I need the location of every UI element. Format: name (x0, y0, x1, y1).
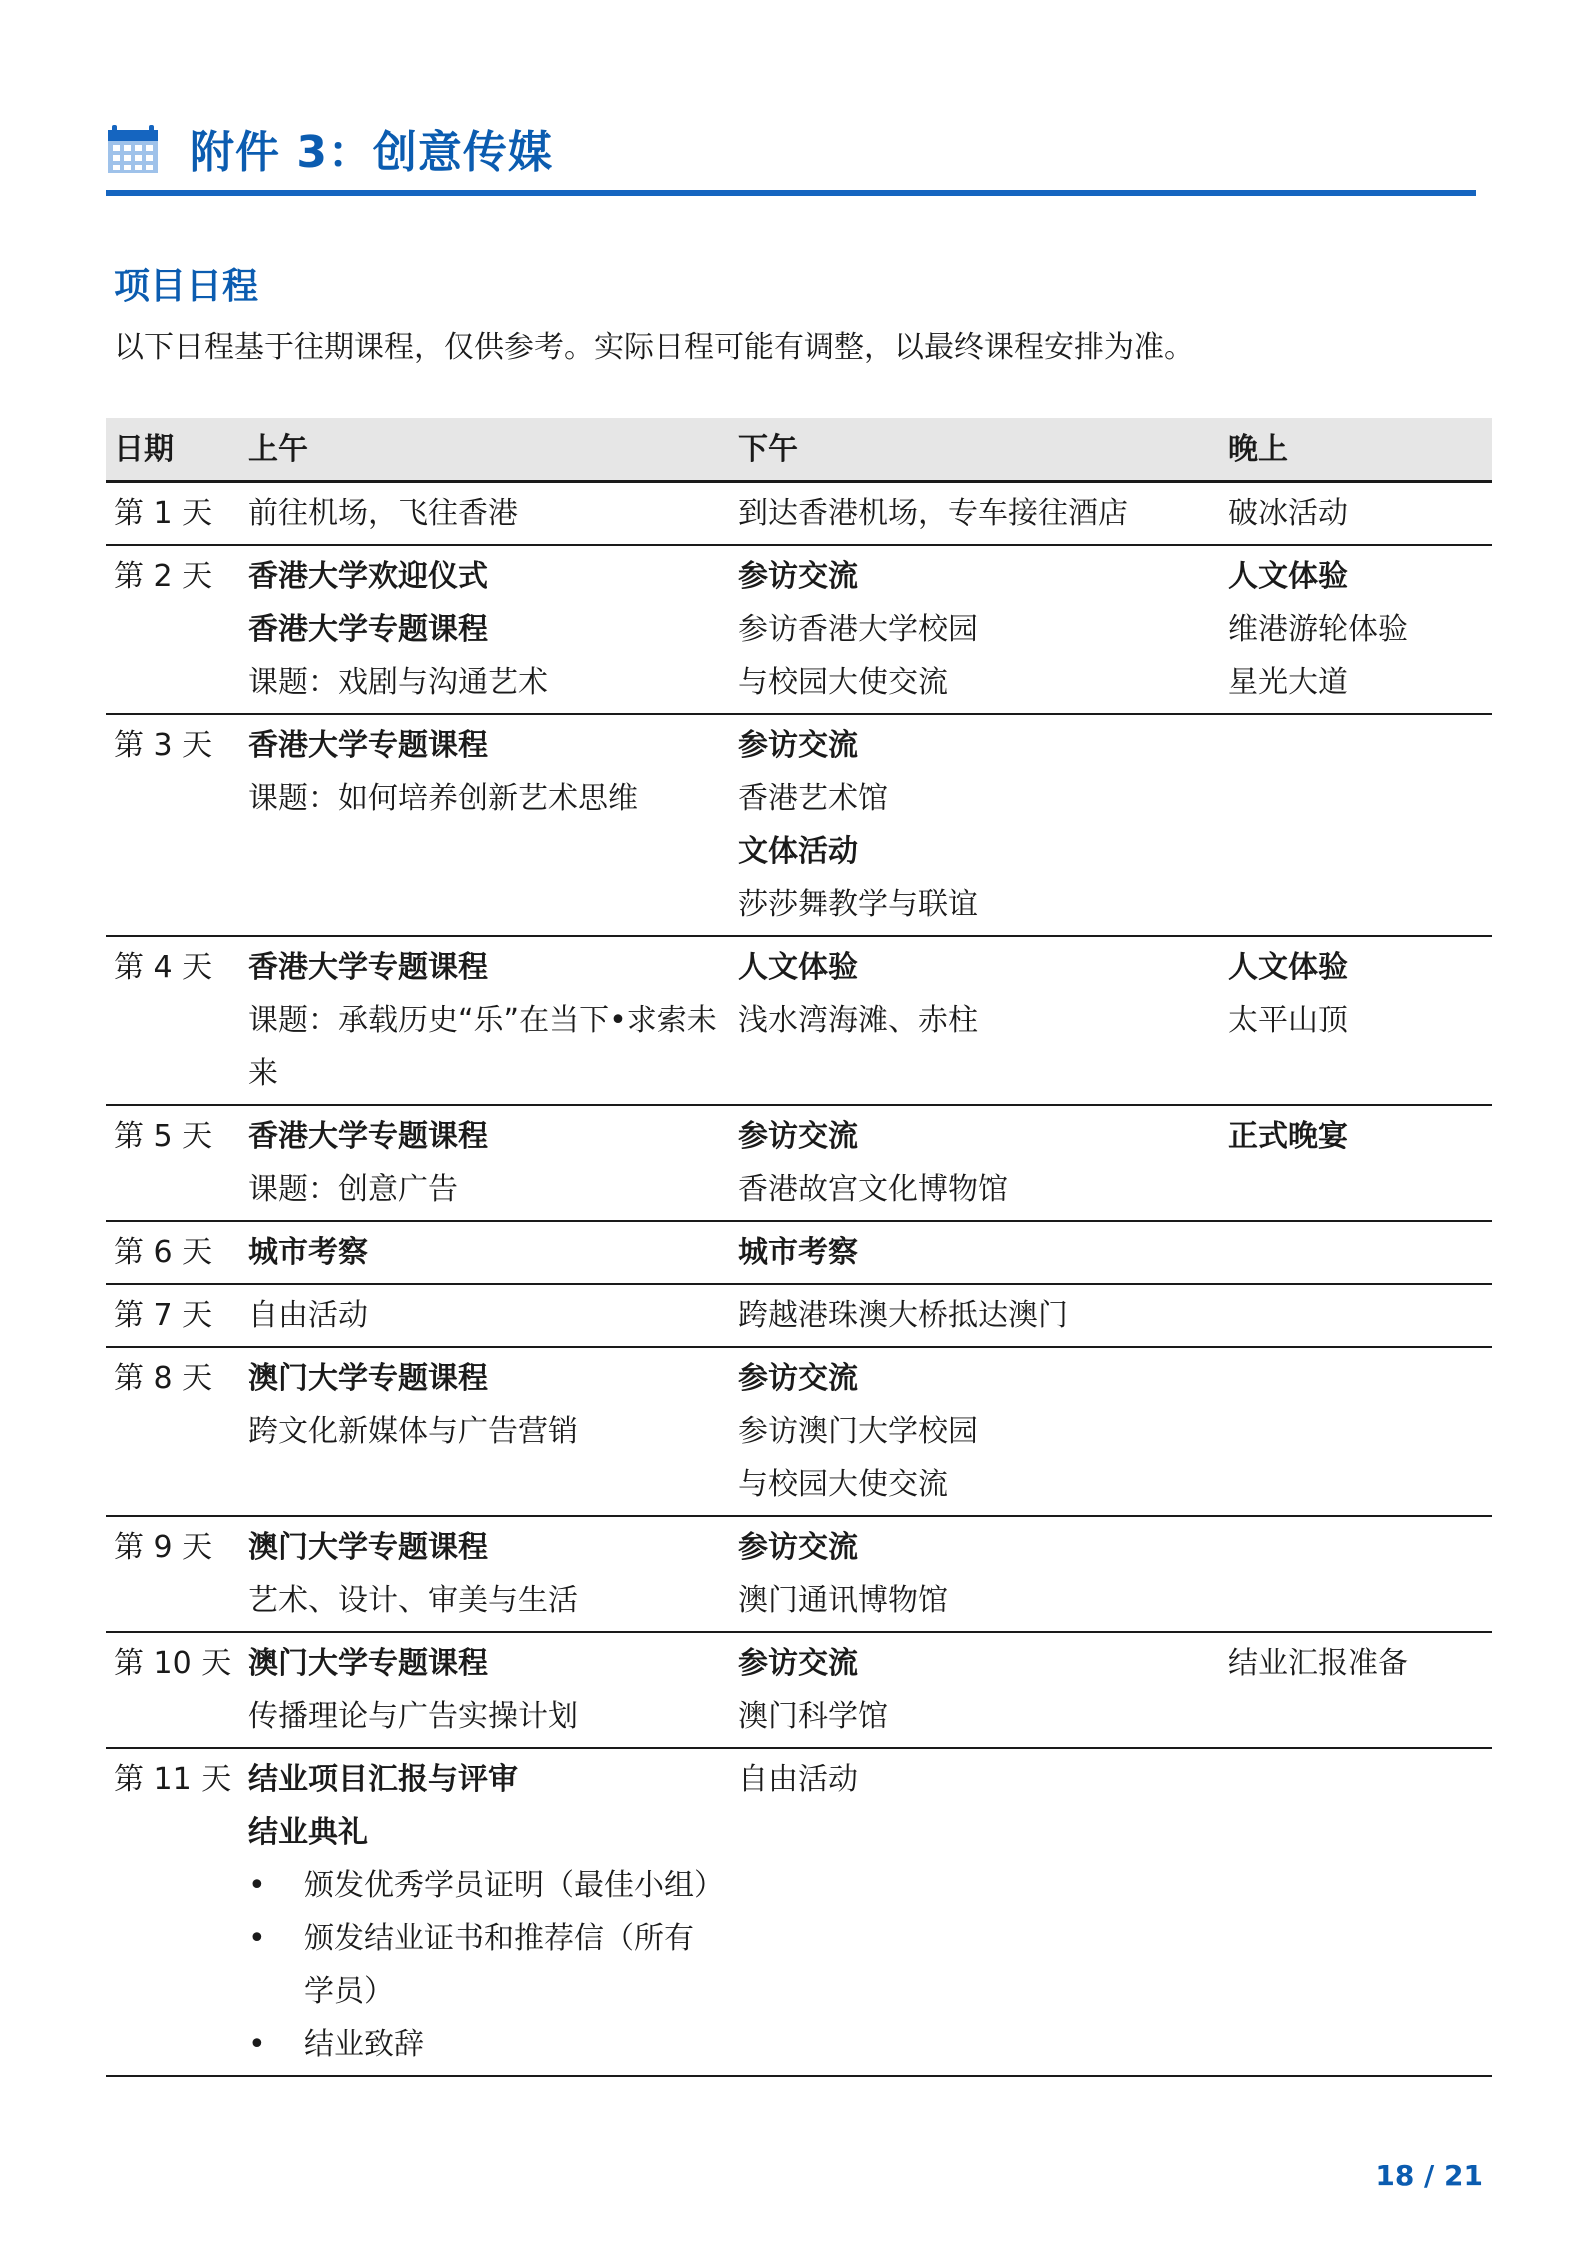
activity-heading: 正式晚宴 (1228, 1119, 1348, 1154)
table-row (106, 545, 1492, 714)
table-row (106, 1284, 1492, 1347)
table-row (106, 1748, 1492, 2076)
morning-cell (240, 1105, 730, 1221)
evening-cell (1220, 714, 1492, 936)
bullet-icon: • (248, 2027, 266, 2062)
activity-text: 课题：如何培养创新艺术思维 (248, 781, 638, 816)
activity-heading: 结业典礼 (248, 1815, 368, 1850)
evening-cell (1220, 1284, 1492, 1347)
bullet-item (248, 1912, 722, 2018)
afternoon-cell (730, 1347, 1220, 1516)
bullet-item (248, 2018, 722, 2071)
column-header-morning: 上午 (240, 418, 730, 482)
table-header-row (106, 418, 1492, 482)
activity-heading: 城市考察 (738, 1235, 858, 1270)
column-header-evening: 晚上 (1220, 418, 1492, 482)
day-cell (106, 1347, 240, 1516)
activity-text: 破冰活动 (1228, 496, 1348, 531)
evening-cell (1220, 936, 1492, 1105)
activity-text: 到达香港机场，专车接往酒店 (738, 496, 1128, 531)
day-cell (106, 936, 240, 1105)
morning-cell (240, 1284, 730, 1347)
morning-cell (240, 1748, 730, 2076)
evening-cell (1220, 1105, 1492, 1221)
table-row (106, 714, 1492, 936)
activity-text: 课题：承载历史“乐”在当下•求索未来 (248, 1003, 717, 1091)
day-label: 第 4 天 (114, 950, 213, 985)
afternoon-cell (730, 1748, 1220, 2076)
activity-heading: 参访交流 (738, 1530, 858, 1565)
bullet-text: 颁发结业证书和推荐信（所有学员） (304, 1921, 694, 2009)
day-cell (106, 1748, 240, 2076)
schedule-body (106, 482, 1492, 2077)
activity-text: 跨越港珠澳大桥抵达澳门 (738, 1298, 1068, 1333)
evening-cell (1220, 1748, 1492, 2076)
activity-text: 莎莎舞教学与联谊 (738, 887, 978, 922)
day-cell (106, 1284, 240, 1347)
activity-heading: 香港大学欢迎仪式 (248, 559, 488, 594)
activity-heading: 城市考察 (248, 1235, 368, 1270)
activity-text: 自由活动 (248, 1298, 368, 1333)
activity-text: 艺术、设计、审美与生活 (248, 1583, 578, 1618)
section-title: 项目日程 (114, 266, 259, 307)
day-cell (106, 482, 240, 546)
activity-heading: 澳门大学专题课程 (248, 1530, 488, 1565)
morning-cell (240, 1221, 730, 1284)
activity-heading: 香港大学专题课程 (248, 1119, 488, 1154)
table-row (106, 482, 1492, 546)
activity-text: 与校园大使交流 (738, 1467, 948, 1502)
day-label: 第 1 天 (114, 496, 213, 531)
morning-cell (240, 714, 730, 936)
activity-heading: 参访交流 (738, 1119, 858, 1154)
morning-cell (240, 545, 730, 714)
day-label: 第 8 天 (114, 1361, 213, 1396)
evening-cell (1220, 1347, 1492, 1516)
table-row (106, 936, 1492, 1105)
day-label: 第 5 天 (114, 1119, 213, 1154)
morning-cell (240, 936, 730, 1105)
day-cell (106, 1516, 240, 1632)
day-label: 第 3 天 (114, 728, 213, 763)
day-cell (106, 1632, 240, 1748)
section-intro: 以下日程基于往期课程，仅供参考。实际日程可能有调整，以最终课程安排为准。 (114, 330, 1194, 365)
activity-text: 维港游轮体验 (1228, 612, 1408, 647)
activity-heading: 参访交流 (738, 559, 858, 594)
bullet-text: 结业致辞 (304, 2027, 424, 2062)
table-row (106, 1221, 1492, 1284)
activity-text: 香港艺术馆 (738, 781, 888, 816)
day-label: 第 10 天 (114, 1646, 232, 1681)
schedule-table (106, 418, 1492, 2077)
activity-text: 结业汇报准备 (1228, 1646, 1408, 1681)
bullet-text: 颁发优秀学员证明（最佳小组） (304, 1868, 724, 1903)
morning-cell (240, 1632, 730, 1748)
activity-heading: 香港大学专题课程 (248, 612, 488, 647)
table-row (106, 1632, 1492, 1748)
activity-heading: 澳门大学专题课程 (248, 1361, 488, 1396)
day-label: 第 6 天 (114, 1235, 213, 1270)
afternoon-cell (730, 1632, 1220, 1748)
column-header-day: 日期 (106, 418, 240, 482)
activity-heading: 人文体验 (1228, 950, 1348, 985)
day-label: 第 7 天 (114, 1298, 213, 1333)
activity-heading: 参访交流 (738, 728, 858, 763)
calendar-icon (108, 123, 158, 173)
morning-cell (240, 1347, 730, 1516)
activity-text: 自由活动 (738, 1762, 858, 1797)
evening-cell (1220, 1221, 1492, 1284)
day-label: 第 11 天 (114, 1762, 232, 1797)
activity-heading: 文体活动 (738, 834, 858, 869)
column-header-afternoon: 下午 (730, 418, 1220, 482)
activity-text: 太平山顶 (1228, 1003, 1348, 1038)
activity-text: 浅水湾海滩、赤柱 (738, 1003, 978, 1038)
activity-text: 与校园大使交流 (738, 665, 948, 700)
evening-cell (1220, 1632, 1492, 1748)
table-row (106, 1105, 1492, 1221)
activity-text: 课题：创意广告 (248, 1172, 458, 1207)
day-cell (106, 1221, 240, 1284)
activity-text: 前往机场，飞往香港 (248, 496, 518, 531)
activity-text: 参访澳门大学校园 (738, 1414, 978, 1449)
day-cell (106, 714, 240, 936)
morning-cell (240, 482, 730, 546)
day-cell (106, 545, 240, 714)
morning-cell (240, 1516, 730, 1632)
page-number: 18 / 21 (1375, 2159, 1483, 2192)
afternoon-cell (730, 1516, 1220, 1632)
activity-heading: 结业项目汇报与评审 (248, 1762, 518, 1797)
activity-text: 参访香港大学校园 (738, 612, 978, 647)
activity-text: 澳门科学馆 (738, 1699, 888, 1734)
evening-cell (1220, 1516, 1492, 1632)
activity-heading: 人文体验 (1228, 559, 1348, 594)
afternoon-cell (730, 1105, 1220, 1221)
evening-cell (1220, 545, 1492, 714)
table-row (106, 1516, 1492, 1632)
afternoon-cell (730, 1221, 1220, 1284)
bullet-icon: • (248, 1868, 266, 1903)
activity-heading: 香港大学专题课程 (248, 950, 488, 985)
afternoon-cell (730, 482, 1220, 546)
activity-text: 课题：戏剧与沟通艺术 (248, 665, 548, 700)
activity-text: 香港故宫文化博物馆 (738, 1172, 1008, 1207)
bullet-item (248, 1859, 722, 1912)
activity-text: 跨文化新媒体与广告营销 (248, 1414, 578, 1449)
bullet-icon: • (248, 1921, 266, 1956)
activity-text: 星光大道 (1228, 665, 1348, 700)
activity-heading: 参访交流 (738, 1646, 858, 1681)
activity-heading: 人文体验 (738, 950, 858, 985)
page-title: 附件 3：创意传媒 (190, 127, 553, 178)
day-label: 第 2 天 (114, 559, 213, 594)
table-row (106, 1347, 1492, 1516)
header-divider (106, 190, 1476, 196)
activity-heading: 香港大学专题课程 (248, 728, 488, 763)
activity-text: 传播理论与广告实操计划 (248, 1699, 578, 1734)
day-label: 第 9 天 (114, 1530, 213, 1565)
evening-cell (1220, 482, 1492, 546)
afternoon-cell (730, 1284, 1220, 1347)
afternoon-cell (730, 714, 1220, 936)
page-header (108, 118, 553, 178)
afternoon-cell (730, 936, 1220, 1105)
afternoon-cell (730, 545, 1220, 714)
activity-heading: 澳门大学专题课程 (248, 1646, 488, 1681)
activity-heading: 参访交流 (738, 1361, 858, 1396)
day-cell (106, 1105, 240, 1221)
activity-text: 澳门通讯博物馆 (738, 1583, 948, 1618)
